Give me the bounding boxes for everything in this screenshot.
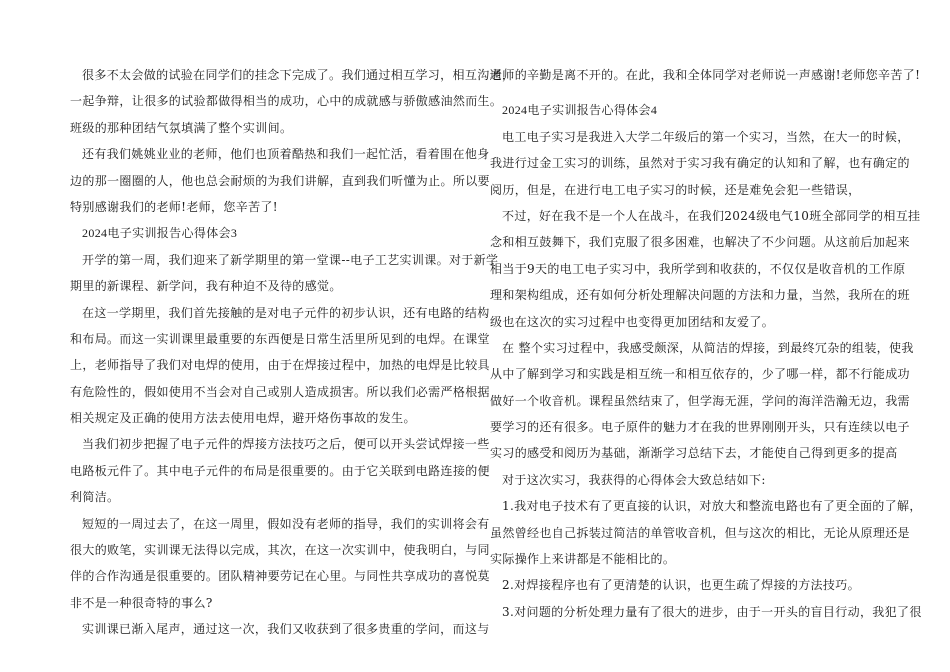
text-line: 做好一个收音机。课程虽然结束了，但学海无涯，学问的海洋浩瀚无边，我需 [490, 393, 910, 408]
text-line: 从中了解到学习和实践是相互统一和相互依存的，少了哪一样，都不行能成功 [490, 367, 910, 382]
paragraph [490, 124, 910, 203]
text-line: 对于这次实习，我获得的心得体会大致总结如下: [502, 472, 766, 487]
text-line: 虽然曾经也自己拆装过简洁的单管收音机，但与这次的相比，无论从原理还是 [490, 525, 910, 540]
text-line: 上，老师指导了我们对电焊的使用，由于在焊接过程中，加热的电焊是比较具 [70, 358, 490, 373]
text-line: 和布局。而这一实训课里最重要的东西便是日常生活里所见到的电焊。在课堂 [70, 331, 490, 346]
text-line: 2.对焊接程序也有了更清楚的认识，也更生疏了焊接的方法技巧。 [502, 578, 860, 593]
text-line: 特别感谢我们的老师!老师，您辛苦了! [70, 199, 278, 214]
text-line: 实训课已渐入尾声，通过这一次，我们又收获到了很多贵重的学问，而这与 [82, 622, 490, 637]
text-line: 相当于9天的电工电子实习中，我所学到和收获的，不仅仅是收音机的工作原 [490, 261, 906, 276]
section-heading: 2024电子实训报告心得体会4 [502, 103, 658, 118]
paragraph [490, 493, 922, 572]
text-line: 开学的第一周，我们迎来了新学期里的第一堂课--电子工艺实训课。对于新学 [82, 252, 499, 267]
text-line: 期里的新课程、新学问，我有种迫不及待的感觉。 [70, 279, 342, 294]
text-line: 短短的一周过去了，在这一周里，假如没有老师的指导，我们的实训将会有 [82, 516, 490, 531]
text-line: 电路板元件了。其中电子元件的布局是很重要的。由于它关联到电路连接的便 [70, 463, 490, 478]
paragraph [70, 616, 490, 642]
paragraph [70, 141, 490, 220]
paragraph [490, 467, 882, 493]
text-line: 班级的那种团结气氛填满了整个实训间。 [70, 120, 293, 135]
paragraph [490, 203, 921, 335]
text-line: 很多不太会做的试验在同学们的挂念下完成了。我们通过相互学习，相互沟通， [82, 68, 515, 82]
text-line: 有危险性的，假如使用不当会对自己或别人造成损害。所以我们必需严格根据 [70, 384, 490, 399]
text-line: 利简洁。 [70, 490, 120, 505]
paragraph [70, 431, 490, 510]
paragraph [70, 62, 515, 141]
paragraph [490, 62, 921, 88]
spacer [490, 88, 882, 97]
text-line: 阅历，但是，在进行电工电子实习的时候，还是难免会犯一些错误， [490, 182, 861, 197]
paragraph [70, 300, 490, 432]
text-line: 实习的感受和阅历为基础，渐渐学习总结下去，才能使自己得到更多的提高 [490, 446, 898, 461]
left-column [70, 62, 515, 643]
text-line: 不过，好在我不是一个人在战斗，在我们2024级电气10班全部同学的相互挂 [502, 208, 921, 223]
text-line: 在 整个实习过程中，我感受颇深，从简洁的焊接，到最终冗杂的组装，使我 [502, 340, 914, 355]
section-heading: 2024电子实训报告心得体会3 [82, 226, 238, 241]
text-line: 老师的辛勤是离不开的。在此，我和全体同学对老师说一声感谢!老师您辛苦了! [490, 68, 921, 82]
text-line: 我进行过金工实习的训练，虽然对于实习我有确定的认知和了解，也有确定的 [490, 156, 910, 171]
text-line: 级也在这次的实习过程中也变得更加团结和友爱了。 [490, 314, 775, 329]
text-line: 1.我对电子技术有了更直接的认识，对放大和整流电路也有了更全面的了解， [502, 499, 922, 514]
text-line: 还有我们姚姚业业的老师，他们也顶着酷热和我们一起忙活，看着围在他身 [82, 147, 490, 162]
paragraph [70, 511, 490, 617]
text-line: 伴的合作沟通是很重要的。团队精神要劳记在心里。与同性共享成功的喜悦莫 [70, 569, 490, 584]
text-line: 很大的败笔，实训课无法得以完成，其次，在这一次实训中，使我明白，与同 [70, 543, 490, 558]
text-line: 理和架构组成，还有如何分析处理解决问题的方法和力量，当然，我所在的班 [490, 288, 910, 303]
text-line: 边的那一圈圈的人，他也总会耐烦的为我们讲解，直到我们听懂为止。所以要 [70, 173, 490, 188]
paragraph [70, 247, 499, 300]
text-line: 在这一学期里，我们首先接触的是对电子元件的初步认识，还有电路的结构 [82, 305, 490, 320]
paragraph [490, 335, 914, 467]
text-line: 相关规定及正确的使用方法去使用电焊，避开烙伤事故的发生。 [70, 411, 416, 426]
text-line: 非不是一种很奇特的事么? [70, 595, 213, 610]
right-column [490, 62, 922, 625]
text-line: 当我们初步把握了电子元件的焊接方法技巧之后，便可以开头尝试焊接一些 [82, 437, 490, 452]
text-line: 要学习的还有很多。电子原件的魅力才在我的世界刚刚开头，只有连续以电子 [490, 420, 910, 435]
text-line: 电工电子实习是我进入大学二年级后的第一个实习，当然，在大一的时候， [502, 129, 910, 144]
paragraph [490, 572, 882, 598]
paragraph [490, 599, 922, 625]
text-line: 一起争辩，让很多的试验都做得相当的成功，心中的成就感与骄傲感油然而生。 [70, 94, 503, 109]
text-line: 实际操作上来讲都是不能相比的。 [490, 552, 676, 567]
text-line: 念和相互鼓舞下，我们克服了很多困难，也解决了不少问题。从这前后加起来 [490, 235, 910, 250]
text-line: 3.对问题的分析处理力量有了很大的进步，由于一开头的盲目行动，我犯了很 [502, 604, 922, 619]
